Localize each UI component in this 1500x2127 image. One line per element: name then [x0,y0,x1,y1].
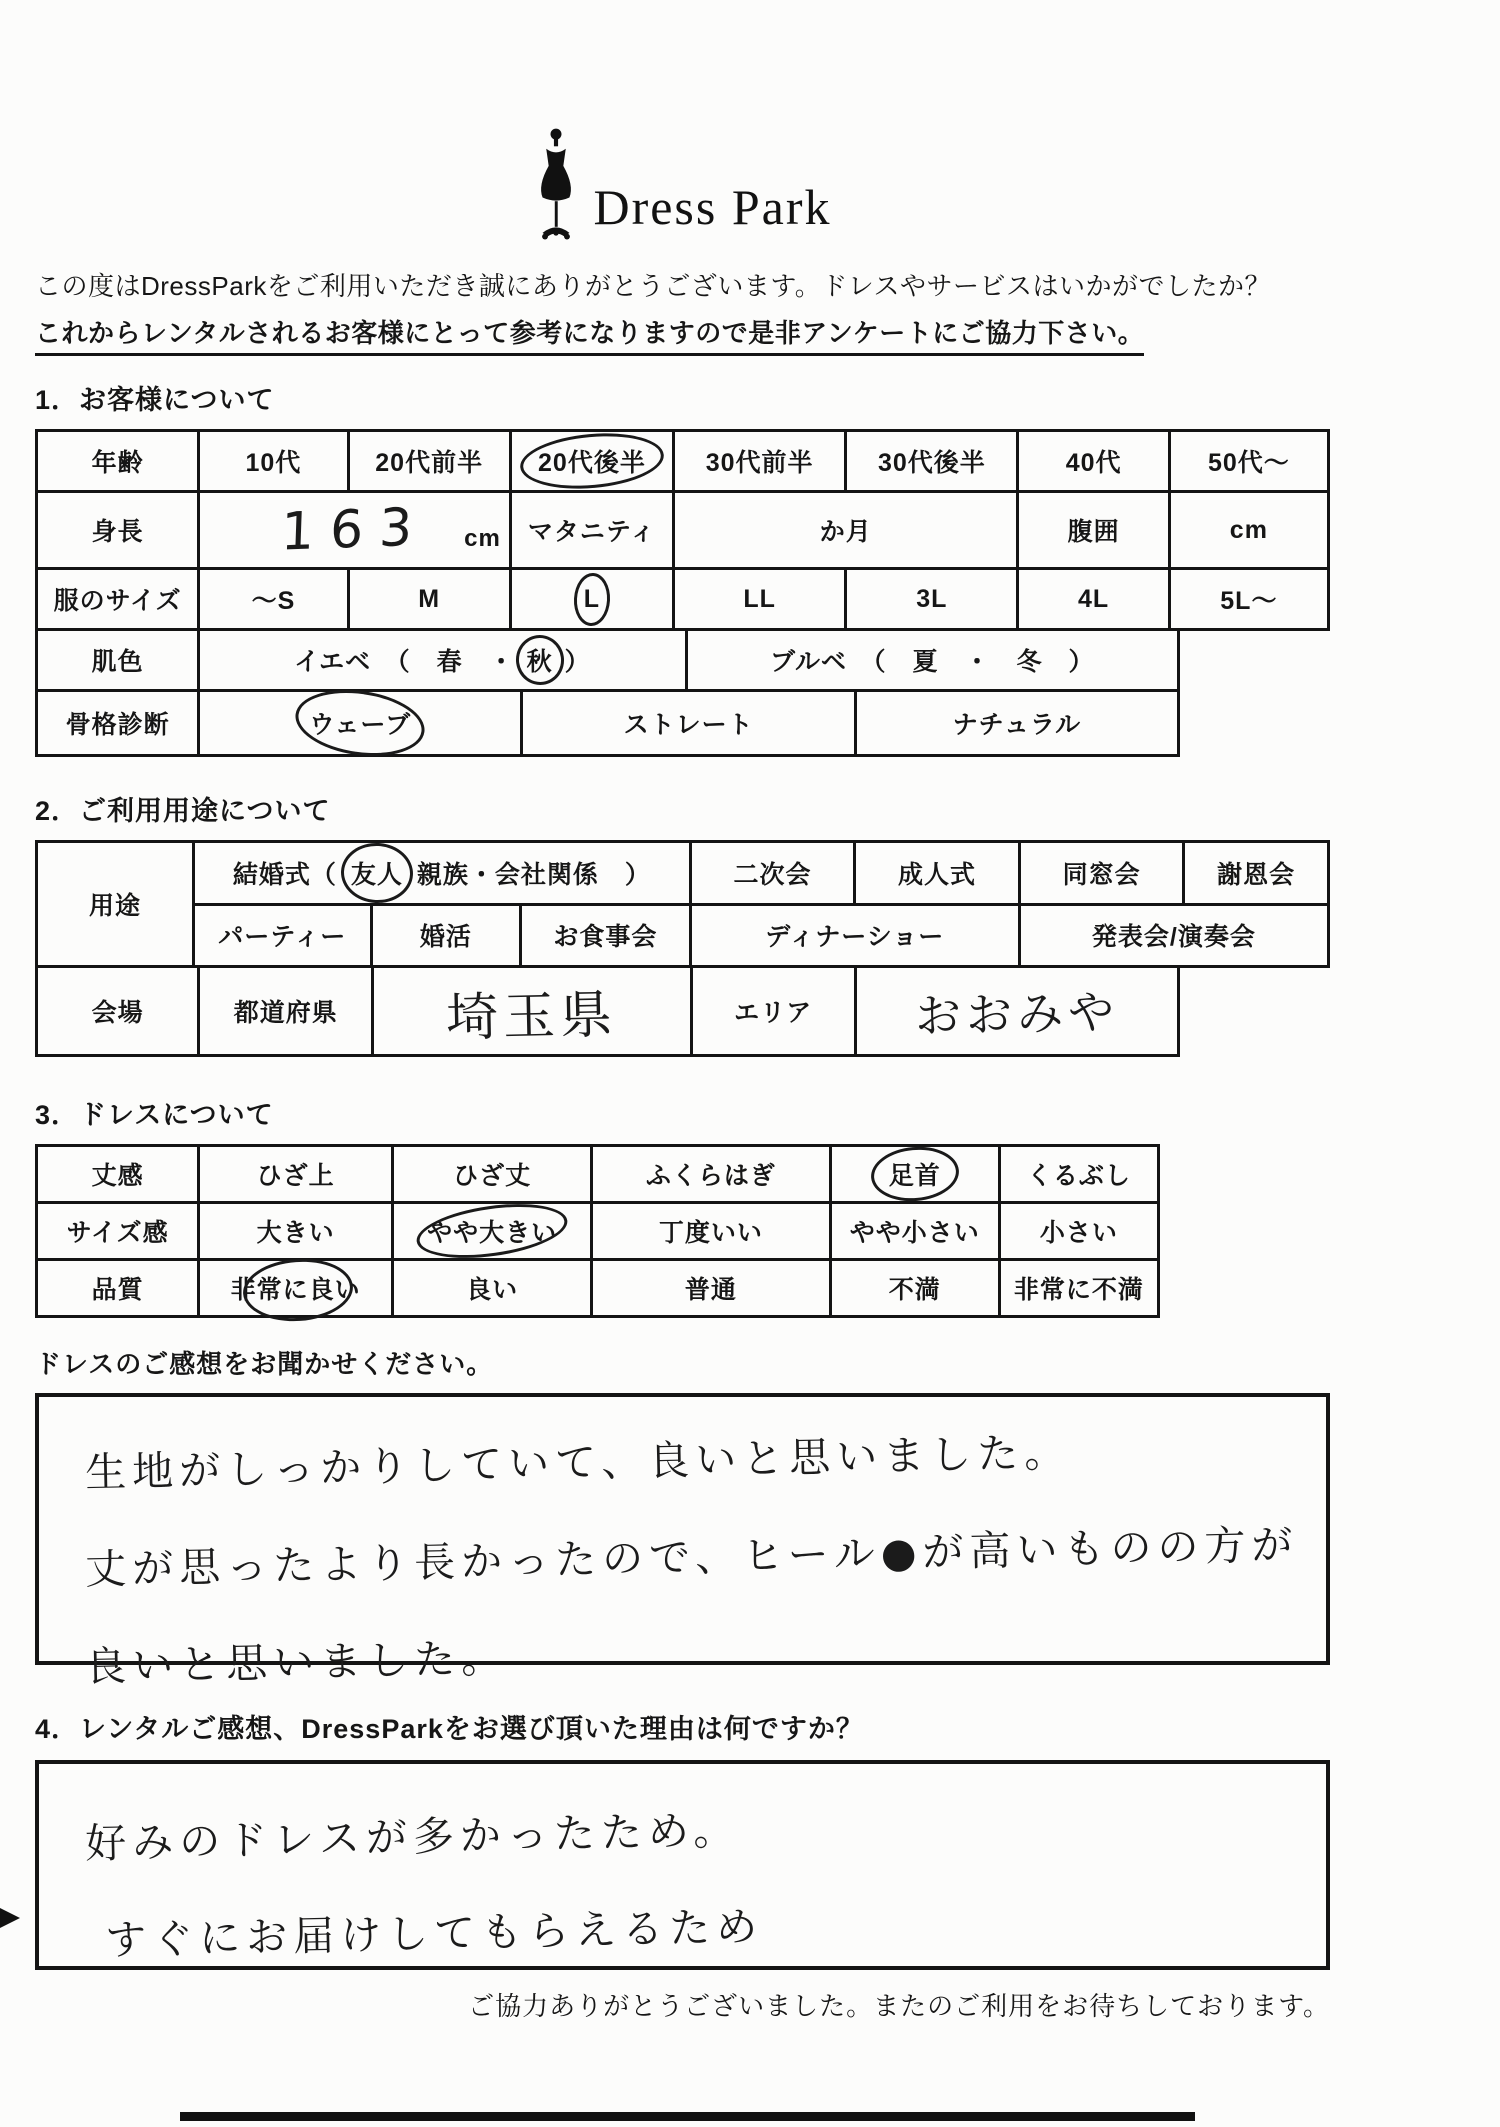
purpose-option: ディナーショー [765,923,945,952]
size-option: ～S [251,587,296,615]
section1-title: 1．お客様について [35,385,275,415]
quality-option: 不満 [888,1276,941,1304]
wedding-text: 親族・会社関係 ） [416,860,651,889]
fit-option-cell [391,1204,590,1258]
area-label: エリア [690,968,854,1054]
quality-option-cell [197,1261,391,1315]
skin-season-selected: 秋 [525,642,555,678]
fit-option-cell [829,1204,998,1258]
purpose-option-cell [689,906,1018,966]
length-row [35,1144,1160,1204]
age-option-cell [347,432,509,490]
purpose-option-cell [519,906,689,966]
customer-table [35,429,1330,757]
quality-row [35,1258,1160,1318]
reason-handwritten-line: すぐにお届けしてもらえるため [104,1902,764,1965]
reason-handwritten-line: 好みのドレスが多かったため。 [84,1806,741,1868]
purpose-option-cell [1182,843,1327,903]
length-option-cell [829,1147,998,1201]
age-row [35,429,1330,493]
skin-label: 肌色 [91,648,144,676]
purpose-label: 用途 [88,892,141,920]
closing-message: ご協力ありがとうございました。またのご利用をお待ちしております。 [468,1991,1330,2021]
fit-option: 大きい [256,1219,335,1247]
size-option-cell [672,570,844,628]
brand-name: Dress Park [593,179,832,235]
reason-box [35,1760,1330,1970]
usage-table [35,840,1330,1057]
quality-option-cell [590,1261,829,1315]
age-option-cell [197,432,346,490]
purpose-option: 婚活 [419,923,472,952]
skeleton-option-cell [520,692,853,754]
purpose-option-cell [195,906,370,966]
height-handwritten-value: 163 [279,497,430,563]
size-option-cell [197,570,346,628]
feedback-prompt: ドレスのご感想をお聞かせください。 [35,1349,494,1379]
length-option-cell [590,1147,829,1201]
dress-form-icon [533,128,579,250]
months-cell: か月 [672,493,1016,567]
logo [35,0,1330,250]
feedback-handwritten-line: 丈が思ったより長かったので、ヒール●が高いものの方が [84,1520,1299,1594]
age-option: 30代前半 [705,449,814,477]
height-unit: cm [464,525,501,552]
fit-option: 小さい [1039,1219,1118,1247]
length-option-selected: 足首 [887,1156,943,1192]
purpose-option-cell [1018,843,1183,903]
age-option-selected: 20代後半 [536,443,648,479]
prefecture-value-cell [371,968,689,1054]
area-value-cell [854,968,1177,1054]
size-option: 5L～ [1220,587,1278,615]
venue-label: 会場 [91,999,144,1027]
skeleton-option: ナチュラル [952,711,1082,739]
quality-option-cell [829,1261,998,1315]
purpose-options [192,843,1327,965]
dress-table [35,1144,1330,1318]
quality-option: 非常に不満 [1013,1276,1144,1304]
purpose-option-cell [853,843,1018,903]
intro-line1: この度はDressParkをご利用いただき誠にありがとうございます。ドレスやサービスはいかがでしたか？ [35,271,1271,301]
length-option: くるぶし [1026,1162,1131,1190]
quality-option-cell [998,1261,1157,1315]
skeleton-label: 骨格診断 [65,711,170,739]
fit-label: サイズ感 [66,1219,169,1247]
height-value-cell [197,493,509,567]
wedding-cell [195,843,689,903]
purpose-option: 同窓会 [1062,860,1141,889]
size-option-cell [509,570,672,628]
purpose-option: お食事会 [553,923,658,952]
yellow-base-cell [197,631,684,689]
quality-option-selected: 非常に良い [229,1270,363,1306]
age-option-cell [844,432,1016,490]
fit-option-cell [197,1204,391,1258]
skeleton-option: ストレート [623,711,754,739]
quality-option-cell [391,1261,590,1315]
age-option: 20代前半 [375,449,484,477]
area-handwritten: おおみや [914,984,1120,1044]
fit-option: 丁度いい [658,1219,763,1247]
venue-row [35,965,1180,1057]
purpose-option-cell [689,843,854,903]
quality-option: 良い [466,1276,519,1304]
purpose-row-2 [195,903,1327,966]
purpose-option: 謝恩会 [1217,860,1296,889]
maternity-cell: マタニティ [509,493,672,567]
fit-row [35,1201,1160,1261]
waist-label-cell: 腹囲 [1016,493,1167,567]
section3-title: 3．ドレスについて [35,1100,274,1130]
wedding-text: 結婚式（ [232,860,337,889]
length-option-cell [197,1147,391,1201]
purpose-option: パーティー [218,923,347,952]
quality-label: 品質 [91,1276,144,1304]
blue-base-cell: ブルベ （ 夏 ・ 冬 ） [685,631,1177,689]
section2-title: 2．ご利用用途について [35,796,331,826]
fit-option-cell [998,1204,1157,1258]
length-option-cell [998,1147,1157,1201]
size-option: M [418,584,441,613]
length-option: ふくらはぎ [645,1162,776,1190]
age-option: 40代 [1065,449,1122,477]
height-label: 身長 [91,518,144,546]
scan-artifact-arrow [0,1908,20,1928]
skeleton-option-cell [854,692,1177,754]
age-option-cell [1016,432,1167,490]
skeleton-option-selected: ウェーブ [307,705,413,741]
feedback-handwritten-line: 良いと思いました。 [84,1633,509,1691]
skin-tone-row [35,628,1180,692]
age-option-cell [509,432,672,490]
skeleton-row [35,689,1180,757]
intro-line2: これからレンタルされるお客様にとって参考になりますので是非アンケートにご協力下さい。 [35,313,1144,356]
age-label: 年齢 [91,449,144,477]
size-option: LL [743,584,776,613]
size-label: 服のサイズ [53,587,182,615]
length-option-cell [391,1147,590,1201]
waist-unit-cell: cm [1168,493,1327,567]
quality-option: 普通 [684,1276,737,1304]
yellow-base-text: イエベ （ 春 ・ [294,648,515,676]
fit-option: やや小さい [849,1219,980,1247]
purpose-option: 二次会 [733,860,812,889]
purpose-rows [35,840,1330,968]
prefecture-handwritten: 埼玉県 [445,984,619,1049]
wedding-guest-selected: 友人 [349,855,405,891]
fit-option-cell [590,1204,829,1258]
size-option-cell [1168,570,1327,628]
size-option: 3L [916,584,948,613]
size-option-selected: L [583,584,601,613]
length-option: ひざ上 [256,1162,335,1190]
size-option-cell [844,570,1016,628]
age-option: 30代後半 [877,449,986,477]
purpose-option-cell [370,906,520,966]
feedback-box [35,1393,1330,1691]
height-row [35,490,1330,570]
size-option: 4L [1078,584,1110,613]
feedback-handwritten-line: 生地がしっかりしていて、良いと思いました。 [84,1428,1072,1497]
age-option: 10代 [245,449,302,477]
purpose-option: 発表会/演奏会 [1091,923,1256,952]
size-option-cell [1016,570,1167,628]
purpose-row-1 [195,843,1327,903]
age-option-cell [1168,432,1327,490]
age-option-cell [672,432,844,490]
prefecture-label: 都道府県 [197,968,371,1054]
length-option: ひざ丈 [453,1162,532,1190]
section4-title: 4．レンタルご感想、DressParkをお選び頂いた理由は何ですか？ [35,1714,864,1744]
yellow-base-text: ） [564,648,591,676]
size-option-cell [347,570,509,628]
fit-option-selected: やや大きい [425,1213,559,1249]
scan-artifact-bottom-bar [180,2112,1195,2121]
purpose-option-cell [1018,906,1327,966]
skeleton-option-cell [197,692,520,754]
age-option: 50代～ [1207,449,1290,477]
length-label: 丈感 [91,1162,144,1190]
clothes-size-row [35,567,1330,631]
purpose-option: 成人式 [898,860,977,889]
